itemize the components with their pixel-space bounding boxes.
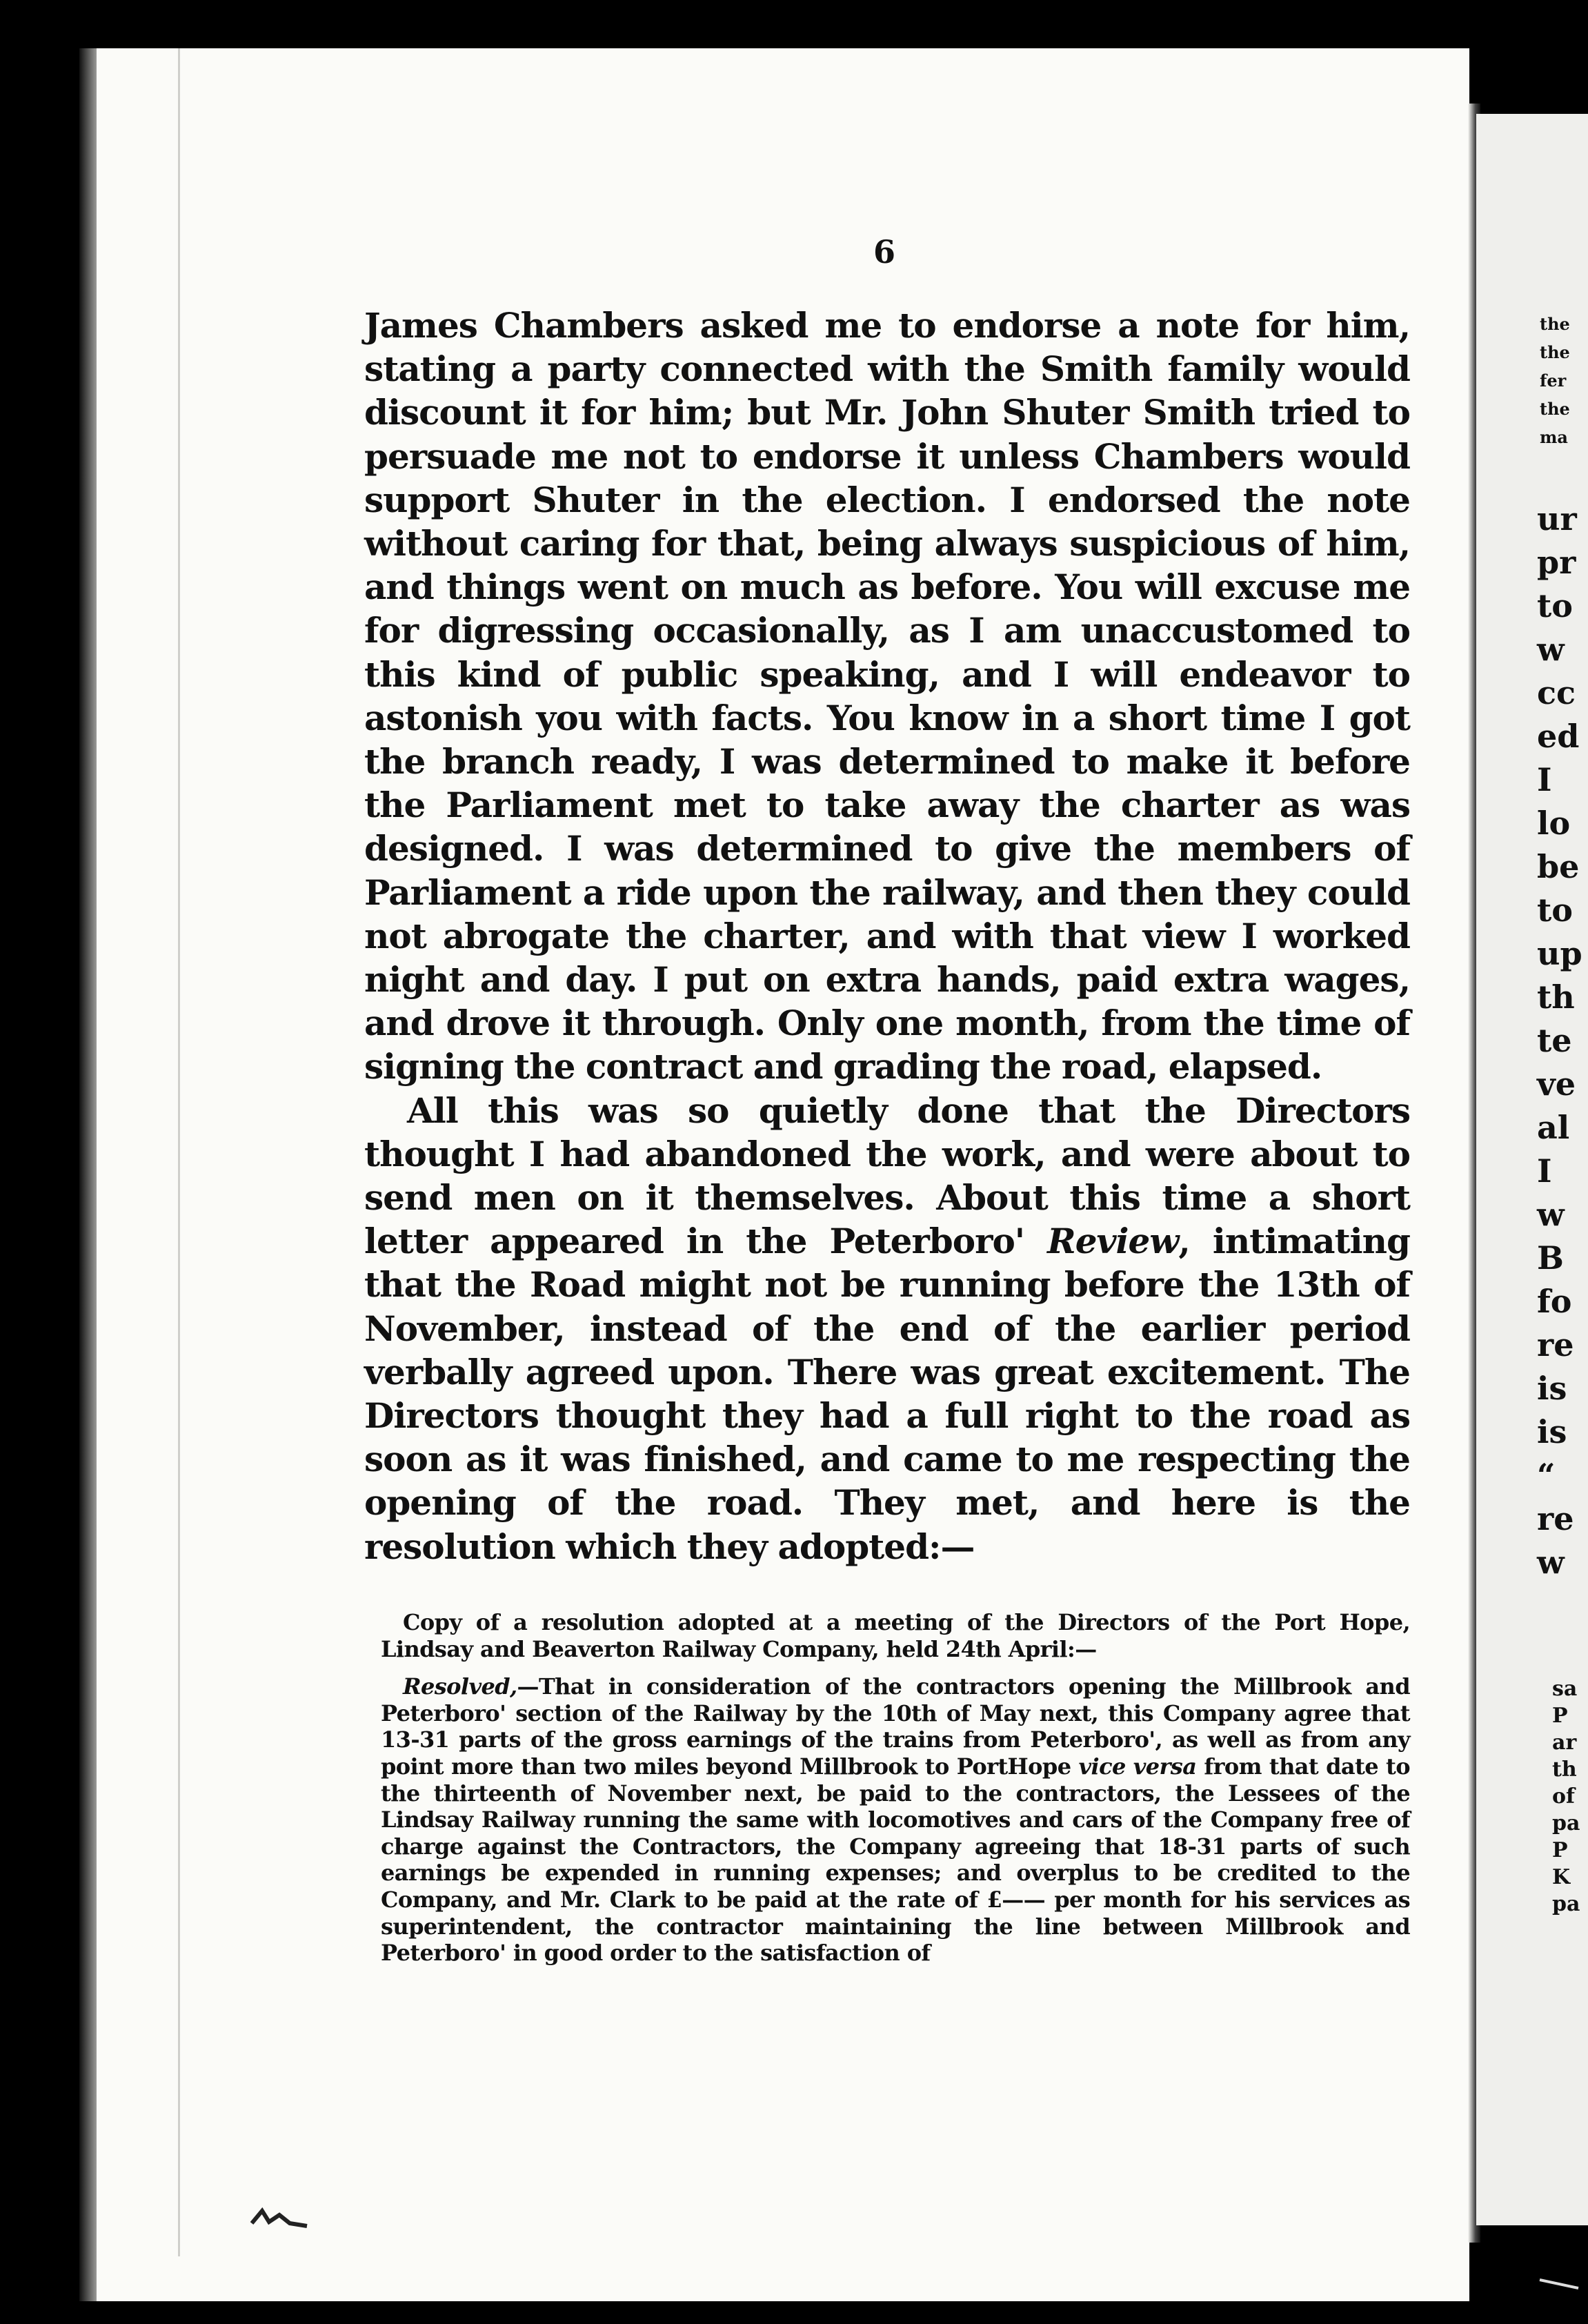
- adjacent-page-fragment: ed: [1537, 718, 1580, 755]
- adjacent-page-fragment: the: [1540, 314, 1570, 334]
- adjacent-page-fragment: “: [1537, 1457, 1556, 1494]
- adjacent-page-text: [1476, 114, 1588, 2225]
- latin-phrase: vice versa: [1078, 1753, 1197, 1780]
- resolution-heading: Copy of a resolution adopted at a meeting of the Directors of the Port Hope, Lindsay and Beaverton Railway Company, held 24th April:—: [381, 1609, 1410, 1662]
- adjacent-page-fragment: cc: [1537, 674, 1576, 711]
- body-text: [364, 304, 1410, 1568]
- adjacent-page-fragment: I: [1537, 1152, 1552, 1190]
- adjacent-page-fragment: be: [1537, 848, 1580, 885]
- adjacent-page-fragment: ve: [1537, 1065, 1576, 1103]
- margin-crease: [178, 48, 180, 2256]
- adjacent-page-fragment: is: [1537, 1413, 1567, 1450]
- adjacent-page-fragment: of: [1552, 1784, 1575, 1809]
- adjacent-page-fragment: w: [1537, 631, 1565, 668]
- adjacent-page-fragment: B: [1537, 1239, 1564, 1277]
- adjacent-page-fragment: to: [1537, 587, 1573, 624]
- adjacent-page-fragment: the: [1540, 399, 1570, 419]
- paragraph-text: , intimating that the Road might not be running before the 13th of November, instead of the end of the earlier period verbally agreed upon. There was great excitement. The Directors thought they had a full right to the road as soon as it was finished, and came to me respecting the opening of the road. They met, and here is the resolution which they adopted:—: [364, 1221, 1410, 1567]
- adjacent-page-fragment: pa: [1552, 1892, 1580, 1916]
- ink-dash-icon: [1538, 2277, 1580, 2291]
- adjacent-page-fragment: fer: [1540, 371, 1567, 391]
- page-number: 6: [873, 233, 896, 270]
- adjacent-page-fragment: to: [1537, 892, 1573, 929]
- adjacent-page-fragment: re: [1537, 1326, 1574, 1363]
- adjacent-page-fragment: ma: [1540, 427, 1568, 447]
- resolution-body: from that date to the thirteenth of November next, be paid to the contractors, the Lessees of the Lindsay Railway running the same with locomotives and cars of the Company free of charge against the Contractors, the Company agreeing that 18-31 parts of such earnings be expended in running expenses; and overplus to be credited to the Company, and Mr. Clark to be paid at the rate of £—— per month for his services as superintendent, the contractor maintaining the line between Millbrook and Peterboro' in good order to the satisfaction of: [381, 1753, 1410, 1967]
- adjacent-page-fragment: is: [1537, 1370, 1567, 1407]
- adjacent-page-fragment: P: [1552, 1838, 1568, 1862]
- adjacent-page-fragment: th: [1537, 978, 1575, 1016]
- adjacent-page-fragment: K: [1552, 1865, 1571, 1889]
- adjacent-page-fragment: ur: [1537, 500, 1577, 538]
- adjacent-page-fragment: ar: [1552, 1731, 1577, 1755]
- paragraph: James Chambers asked me to endorse a note for him, stating a party connected with the Smith family would discount it for him; but Mr. John Shuter Smith tried to persuade me not to endorse it unless Chambers would support Shuter in the election. I endorsed the note without caring for that, being always suspicious of him, and things went on much as before. You will excuse me for digressing occasionally, as I am unaccustomed to this kind of public speaking, and I will endeavor to astonish you with facts. You know in a short time I got the branch ready, I was determined to make it before the Parliament met to take away the charter as was designed. I was determined to give the members of Parliament a ride upon the railway, and then they could not abrogate the charter, and with that view I worked night and day. I put on extra hands, paid extra wages, and drove it through. Only one month, from the time of signing the contract and grading the road, elapsed.: [364, 305, 1410, 1087]
- ink-smudge-icon: [248, 2203, 310, 2230]
- adjacent-page-fragment: pr: [1537, 544, 1576, 581]
- adjacent-page-fragment: th: [1552, 1757, 1577, 1782]
- paragraph-text: All this was so quietly done that the Directors thought I had abandoned the work, and were about to send men on it themselves. About this time a short letter appeared in the Peterboro': [364, 1090, 1410, 1262]
- adjacent-page-fragment: re: [1537, 1500, 1574, 1537]
- publication-title: Review: [1047, 1221, 1179, 1262]
- adjacent-page: [1476, 114, 1588, 2225]
- adjacent-page-fragment: w: [1537, 1544, 1565, 1581]
- paragraph: [364, 1089, 1410, 1568]
- adjacent-page-fragment: lo: [1537, 805, 1571, 842]
- adjacent-page-fragment: the: [1540, 342, 1570, 362]
- adjacent-page-fragment: pa: [1552, 1811, 1580, 1835]
- resolved-label: Resolved,: [403, 1673, 517, 1700]
- adjacent-page-fragment: fo: [1537, 1283, 1572, 1320]
- adjacent-page-fragment: sa: [1552, 1677, 1578, 1701]
- resolution-body: —That in consideration of the contractors opening the Millbrook and Peterboro' section of the Railway by the 10th of May next, this Company agree that 13-31 parts of the gross earnings of the trains from Peterboro', as well as from any point more than two miles beyond Millbrook to PortHope: [381, 1673, 1410, 1780]
- adjacent-page-fragment: up: [1537, 935, 1582, 972]
- adjacent-page-fragment: te: [1537, 1022, 1572, 1059]
- adjacent-page-fragment: P: [1552, 1704, 1568, 1728]
- adjacent-page-fragment: al: [1537, 1109, 1570, 1146]
- resolution-block: [381, 1609, 1410, 1967]
- adjacent-page-fragment: I: [1537, 761, 1552, 798]
- resolution-text: [381, 1673, 1410, 1967]
- adjacent-page-fragment: w: [1537, 1196, 1565, 1233]
